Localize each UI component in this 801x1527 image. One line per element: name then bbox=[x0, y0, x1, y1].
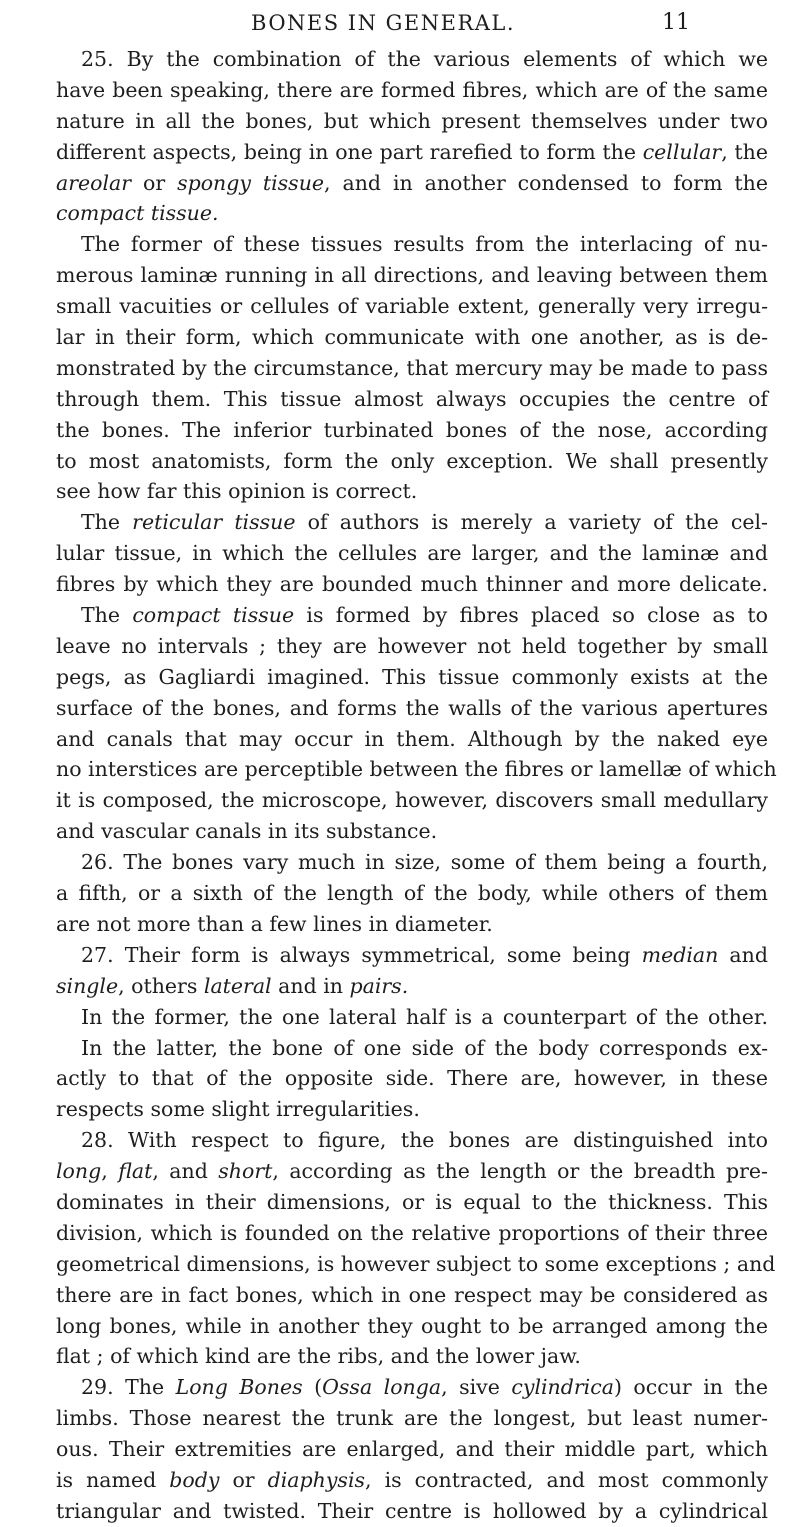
text-line bbox=[56, 384, 768, 415]
text-line bbox=[56, 971, 768, 1002]
text-run: geometrical dimensions, is however subject to some exceptions ; and bbox=[56, 1251, 776, 1276]
italic-term: spongy tissue bbox=[177, 170, 325, 195]
italic-term: flat bbox=[118, 1159, 153, 1184]
text-line bbox=[56, 1125, 768, 1156]
text-line bbox=[56, 1063, 768, 1094]
text-run: , bbox=[101, 1159, 119, 1184]
text-line bbox=[56, 353, 768, 384]
text-line bbox=[56, 75, 768, 106]
text-line bbox=[56, 1218, 768, 1249]
text-line bbox=[56, 1187, 768, 1218]
text-line bbox=[56, 1341, 768, 1372]
italic-term: compact tissue. bbox=[56, 201, 219, 226]
italic-term: body bbox=[169, 1467, 220, 1492]
text-line bbox=[56, 538, 768, 569]
text-line bbox=[56, 322, 768, 353]
text-run: triangular and twisted. Their centre is hollowed by a cylindrical bbox=[56, 1498, 768, 1523]
text-line bbox=[56, 1465, 768, 1496]
text-line bbox=[56, 507, 768, 538]
text-run: 28. With respect to figure, the bones are distinguished into bbox=[81, 1128, 768, 1153]
italic-term: cellular bbox=[642, 139, 722, 164]
text-line bbox=[56, 1002, 768, 1033]
text-line bbox=[56, 1156, 768, 1187]
text-run: ) occur in the bbox=[613, 1375, 769, 1400]
running-head bbox=[0, 6, 801, 46]
text-run: 25. By the combination of the various elements of which we bbox=[81, 47, 768, 71]
text-run: merous laminæ running in all directions, and leaving between them bbox=[56, 263, 768, 288]
italic-term: compact tissue bbox=[132, 603, 295, 628]
text-run: In the latter, the bone of one side of the body corresponds ex- bbox=[81, 1035, 768, 1060]
text-line bbox=[56, 724, 768, 755]
italic-term: Long Bones bbox=[175, 1375, 303, 1400]
text-run: The bbox=[81, 510, 133, 535]
italic-term: lateral bbox=[203, 973, 272, 998]
text-run: long bones, while in another they ought to be arranged among the bbox=[56, 1313, 768, 1338]
text-run: , and bbox=[152, 1159, 219, 1184]
text-run: flat ; of which kind are the ribs, and the lower jaw. bbox=[56, 1344, 581, 1369]
text-run: , others bbox=[118, 973, 204, 998]
text-line bbox=[56, 1280, 768, 1311]
text-run: there are in fact bones, which in one respect may be considered as bbox=[56, 1282, 768, 1307]
text-run: The bbox=[81, 603, 133, 628]
text-run: and vascular canals in its substance. bbox=[56, 819, 438, 844]
text-run: a fifth, or a sixth of the length of the body, while others of them bbox=[56, 881, 768, 906]
text-run: ( bbox=[302, 1375, 323, 1400]
text-run: lar in their form, which communicate with one another, as is de- bbox=[56, 325, 768, 350]
text-run: 27. Their form is always symmetrical, some being bbox=[81, 942, 642, 967]
page-number: 11 bbox=[662, 10, 690, 35]
text-line bbox=[56, 662, 768, 693]
text-run: , according as the length or the breadth pre- bbox=[272, 1159, 768, 1184]
text-run: surface of the bones, and forms the walls of the various apertures bbox=[56, 695, 768, 720]
italic-term: median bbox=[641, 942, 719, 967]
text-run: 29. The bbox=[81, 1375, 176, 1400]
italic-term: short bbox=[218, 1159, 273, 1184]
text-line bbox=[56, 415, 768, 446]
text-run: , the bbox=[721, 139, 768, 164]
text-run: is formed by fibres placed so close as to bbox=[294, 603, 769, 628]
text-line bbox=[56, 291, 768, 322]
text-run: different aspects, being in one part rarefied to form the bbox=[56, 139, 643, 164]
text-line bbox=[56, 446, 768, 477]
text-line bbox=[56, 909, 768, 940]
text-line bbox=[56, 106, 768, 137]
text-run: or bbox=[219, 1467, 268, 1492]
italic-term: areolar bbox=[56, 170, 132, 195]
text-run: , and in another condensed to form the bbox=[324, 170, 769, 195]
text-line bbox=[56, 569, 768, 600]
text-line bbox=[56, 1372, 768, 1403]
text-run: through them. This tissue almost always occupies the centre of bbox=[56, 386, 768, 411]
italic-term: single bbox=[56, 973, 119, 998]
text-run: or bbox=[131, 170, 178, 195]
text-line bbox=[56, 1311, 768, 1342]
text-run: lular tissue, in which the cellules are larger, and the laminæ and bbox=[56, 541, 768, 566]
text-line bbox=[56, 1403, 768, 1434]
italic-term: diaphysis bbox=[267, 1467, 366, 1492]
body-text bbox=[56, 44, 777, 1527]
text-run: In the former, the one lateral half is a counterpart of the other. bbox=[81, 1004, 768, 1029]
text-run: , is contracted, and most commonly bbox=[365, 1467, 768, 1492]
italic-term: Ossa longa bbox=[322, 1375, 442, 1400]
text-line bbox=[56, 847, 768, 878]
italic-term: pairs. bbox=[349, 973, 409, 998]
text-line bbox=[56, 693, 768, 724]
text-line bbox=[56, 816, 768, 847]
text-run: pegs, as Gagliardi imagined. This tissue commonly exists at the bbox=[56, 664, 768, 689]
italic-term: reticular tissue bbox=[132, 510, 296, 535]
text-run: it is composed, the microscope, however, discovers small medullary bbox=[56, 788, 768, 813]
text-line bbox=[56, 1434, 768, 1465]
running-head-title: BONES IN GENERAL. bbox=[251, 11, 516, 35]
text-line bbox=[56, 1249, 776, 1280]
text-run: respects some slight irregularities. bbox=[56, 1097, 420, 1122]
text-run: ous. Their extremities are enlarged, and their middle part, which bbox=[56, 1437, 768, 1462]
text-line bbox=[56, 476, 768, 507]
text-run: no interstices are perceptible between the fibres or lamellæ of which bbox=[56, 757, 777, 782]
text-line bbox=[56, 137, 768, 168]
text-line bbox=[56, 1496, 768, 1527]
text-run: 26. The bones vary much in size, some of them being a fourth, bbox=[81, 850, 768, 875]
text-line bbox=[56, 229, 768, 260]
text-line bbox=[56, 785, 768, 816]
text-run: the bones. The inferior turbinated bones of the nose, according bbox=[56, 417, 768, 442]
text-line bbox=[56, 168, 768, 199]
italic-term: long bbox=[56, 1159, 102, 1184]
text-line bbox=[56, 44, 768, 75]
text-line bbox=[56, 1033, 768, 1064]
text-line bbox=[56, 600, 768, 631]
text-run: and canals that may occur in them. Although by the naked eye bbox=[56, 726, 768, 751]
text-run: is named bbox=[56, 1467, 170, 1492]
text-run: monstrated by the circumstance, that mercury may be made to pass bbox=[56, 355, 768, 380]
text-run: division, which is founded on the relative proportions of their three bbox=[56, 1220, 768, 1245]
italic-term: cylindrica bbox=[511, 1375, 614, 1400]
text-run: see how far this opinion is correct. bbox=[56, 479, 418, 504]
text-run: The former of these tissues results from the interlacing of nu- bbox=[81, 232, 768, 257]
text-run: leave no intervals ; they are however not held together by small bbox=[56, 633, 768, 658]
text-line bbox=[56, 631, 768, 662]
text-run: , sive bbox=[441, 1375, 512, 1400]
text-run: are not more than a few lines in diameter. bbox=[56, 911, 493, 936]
text-run: small vacuities or cellules of variable extent, generally very irregu- bbox=[56, 294, 768, 319]
text-run: limbs. Those nearest the trunk are the longest, but least numer- bbox=[56, 1406, 768, 1431]
text-run: of authors is merely a variety of the cel- bbox=[295, 510, 768, 535]
text-line bbox=[56, 878, 768, 909]
text-run: fibres by which they are bounded much thinner and more delicate. bbox=[56, 572, 768, 597]
text-run: dominates in their dimensions, or is equal to the thickness. This bbox=[56, 1189, 768, 1214]
text-line bbox=[56, 1094, 768, 1125]
text-run: and bbox=[718, 942, 768, 967]
text-line bbox=[56, 754, 777, 785]
text-run: and in bbox=[271, 973, 350, 998]
text-line bbox=[56, 940, 768, 971]
text-run: to most anatomists, form the only exception. We shall presently bbox=[56, 448, 768, 473]
text-line bbox=[56, 198, 768, 229]
text-run: actly to that of the opposite side. There are, however, in these bbox=[56, 1066, 768, 1091]
text-run: nature in all the bones, but which present themselves under two bbox=[56, 108, 768, 133]
text-line bbox=[56, 260, 768, 291]
text-run: have been speaking, there are formed fibres, which are of the same bbox=[56, 77, 768, 102]
